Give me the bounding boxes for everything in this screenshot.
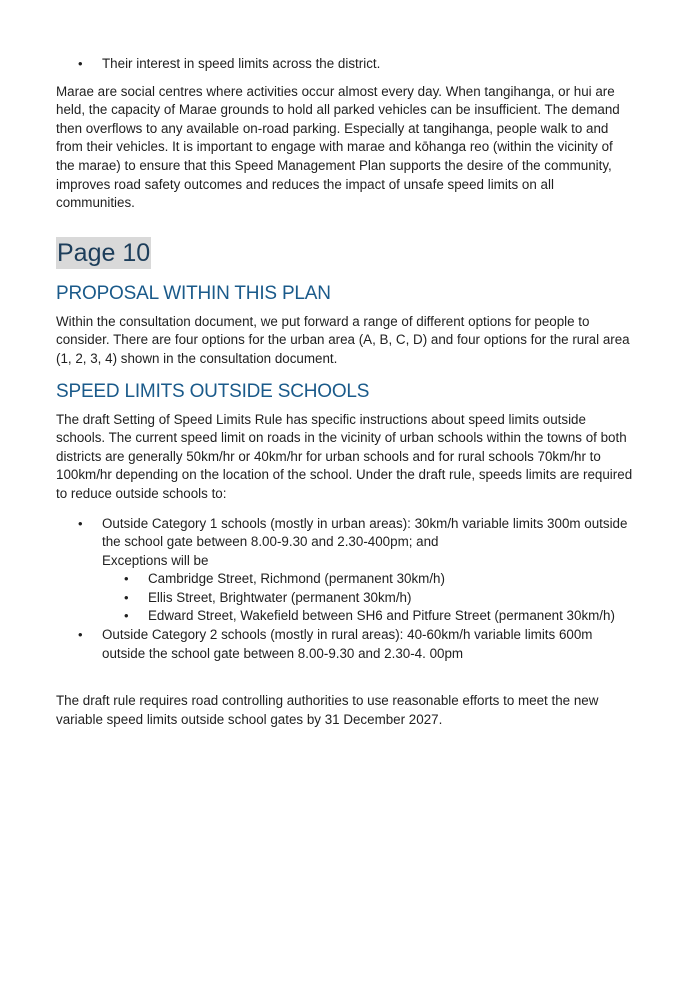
list-item-category-1 bbox=[56, 515, 634, 627]
list-item-exception: • Edward Street, Wakefield between SH6 and Pitfure Street (permanent 30km/h) bbox=[102, 607, 634, 626]
document-page bbox=[56, 0, 634, 729]
exceptions-list bbox=[102, 570, 634, 626]
category-1-text: Outside Category 1 schools (mostly in urban areas): 30km/h variable limits 300m outside the school gate between 8.00-9.30 and 2.30-400pm; and bbox=[102, 515, 628, 550]
section-heading-schools: SPEED LIMITS OUTSIDE SCHOOLS bbox=[56, 380, 370, 402]
closing-paragraph: The draft rule requires road controlling authorities to use reasonable efforts to meet the new variable speed limits outside school gates by 31 December 2027. bbox=[56, 693, 599, 727]
proposal-paragraph: Within the consultation document, we put forward a range of different options for people to consider. There are four options for the urban area (A, B, C, D) and four options for the rural area (1, 2, 3, 4) shown in the consultation document. bbox=[56, 313, 630, 366]
list-item-exception: • Ellis Street, Brightwater (permanent 30km/h) bbox=[102, 589, 634, 608]
marae-paragraph: Marae are social centres where activities occur almost every day. When tangihanga, or hui are held, the capacity of Marae grounds to hold all parked vehicles can be insufficient. The demand then overflows to any available on-road parking. Especially at tangihanga, people walk to and from their vehicles. It is important to engage with marae and kōhanga reo (within the vicinity of the marae) to ensure that this Speed Management Plan supports the desire of the community, improves road safety outcomes and reduces the impact of unsafe speed limits on all communities. bbox=[56, 83, 620, 211]
exceptions-label: Exceptions will be bbox=[102, 552, 209, 568]
schools-bullet-list bbox=[56, 515, 634, 664]
section-heading-proposal: PROPOSAL WITHIN THIS PLAN bbox=[56, 282, 331, 304]
list-item-exception: • Cambridge Street, Richmond (permanent 30km/h) bbox=[102, 570, 634, 589]
intro-bullet-list bbox=[56, 55, 634, 74]
page-marker-row bbox=[56, 237, 634, 269]
list-item-category-2: • Outside Category 2 schools (mostly in rural areas): 40-60km/h variable limits 600m outside the school gate between 8.00-9.30 and 2.30-4. 00pm bbox=[56, 626, 634, 663]
list-item: • Their interest in speed limits across the district. bbox=[56, 55, 634, 74]
schools-paragraph: The draft Setting of Speed Limits Rule has specific instructions about speed limits outside schools. The current speed limit on roads in the vicinity of urban schools within the towns of both districts are generally 50km/hr or 40km/hr for urban schools and for rural schools 70km/hr to 100km/hr depending on the location of the school. Under the draft rule, speeds limits are required to reduce outside schools to: bbox=[56, 411, 633, 501]
page-marker: Page 10 bbox=[57, 238, 151, 267]
